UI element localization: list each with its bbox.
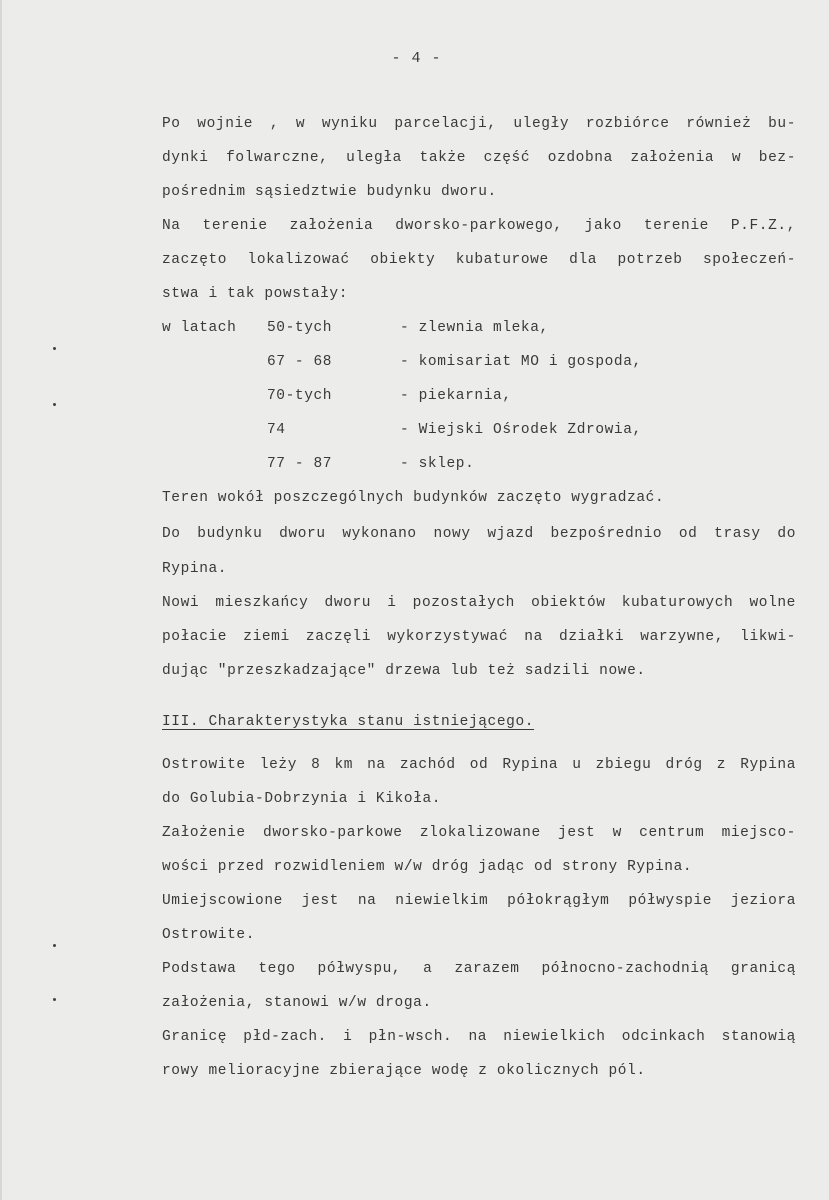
margin-mark xyxy=(53,403,56,406)
text-line: Rypina. xyxy=(162,561,228,577)
text-line: Założenie dworsko-parkowe zlokalizowane jest w centrum miejsco- xyxy=(162,825,796,841)
text-line: wości przed rozwidleniem w/w dróg jadąc od strony Rypina. xyxy=(162,859,693,875)
list-years: 77 - 87 xyxy=(267,456,333,472)
list-years: 74 xyxy=(267,422,286,438)
text-line: Umiejscowione jest na niewielkim półokrągłym półwyspie jeziora xyxy=(162,893,796,909)
text-line: rowy melioracyjne zbierające wodę z okolicznych pól. xyxy=(162,1063,646,1079)
text-line: Podstawa tego półwyspu, a zarazem północno-zachodnią granicą xyxy=(162,961,796,977)
page-number: - 4 - xyxy=(391,50,442,67)
margin-mark xyxy=(53,944,56,947)
margin-mark xyxy=(53,998,56,1001)
text-line: założenia, stanowi w/w droga. xyxy=(162,995,432,1011)
margin-mark xyxy=(53,347,56,350)
list-item: - piekarnia, xyxy=(400,388,512,404)
text-line: stwa i tak powstały: xyxy=(162,286,349,302)
list-prefix: w latach xyxy=(162,320,237,336)
text-line: połacie ziemi zaczęli wykorzystywać na działki warzywne, likwi- xyxy=(162,629,796,645)
list-item: - komisariat MO i gospoda, xyxy=(400,354,642,370)
list-years: 50-tych xyxy=(267,320,333,336)
text-line: Po wojnie , w wyniku parcelacji, uległy rozbiórce również bu- xyxy=(162,116,796,132)
text-line: dując "przeszkadzające" drzewa lub też sadzili nowe. xyxy=(162,663,646,679)
list-years: 70-tych xyxy=(267,388,333,404)
text-line: Ostrowite leży 8 km na zachód od Rypina u zbiegu dróg z Rypina xyxy=(162,757,796,773)
text-line: Teren wokół poszczególnych budynków zaczęto wygradzać. xyxy=(162,490,665,506)
list-item: - sklep. xyxy=(400,456,475,472)
text-line: Do budynku dworu wykonano nowy wjazd bezpośrednio od trasy do xyxy=(162,526,796,542)
text-line: Nowi mieszkańcy dworu i pozostałych obiektów kubaturowych wolne xyxy=(162,595,796,611)
section-heading: III. Charakterystyka stanu istniejącego. xyxy=(162,714,535,730)
text-line: Granicę płd-zach. i płn-wsch. na niewielkich odcinkach stanowią xyxy=(162,1029,796,1045)
list-years: 67 - 68 xyxy=(267,354,333,370)
text-line: Na terenie założenia dworsko-parkowego, jako terenie P.F.Z., xyxy=(162,218,796,234)
text-line: do Golubia-Dobrzynia i Kikoła. xyxy=(162,791,442,807)
list-item: - zlewnia mleka, xyxy=(400,320,549,336)
text-line: pośrednim sąsiedztwie budynku dworu. xyxy=(162,184,497,200)
text-line: dynki folwarczne, uległa także część ozdobna założenia w bez- xyxy=(162,150,796,166)
text-line: zaczęto lokalizować obiekty kubaturowe dla potrzeb społeczeń- xyxy=(162,252,796,268)
text-line: Ostrowite. xyxy=(162,927,256,943)
list-item: - Wiejski Ośrodek Zdrowia, xyxy=(400,422,642,438)
